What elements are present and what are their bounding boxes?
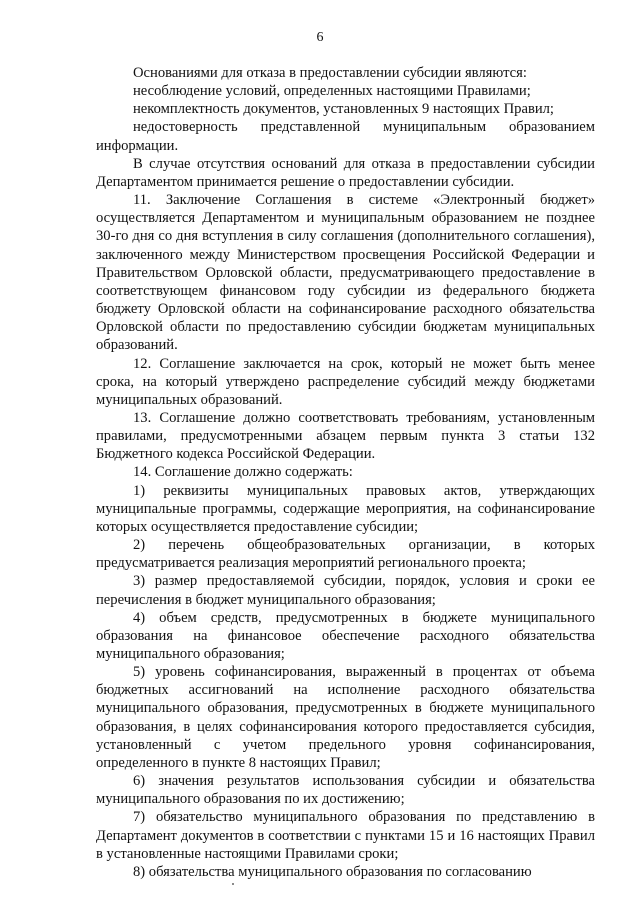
- paragraph: 2) перечень общеобразовательных организации, в которых предусматривается реализация мероприятий регионального проекта;: [96, 537, 595, 572]
- paragraph: 13. Соглашение должно соответствовать требованиям, установленным правилами, предусмотренными абзацем первым пункта 3 статьи 132 Бюджетного кодекса Российской Федерации.: [96, 409, 595, 463]
- paragraph: несоблюдение условий, определенных настоящими Правилами;: [133, 83, 531, 100]
- paragraph: 12. Соглашение заключается на срок, который не может быть менее срока, на который утверждено распределение субсидий между бюджетами муниципальных образований.: [96, 355, 595, 408]
- paragraph: 5) уровень софинансирования, выраженный в процентах от объема бюджетных ассигнований на исполнение расходного обязательства муниципального образования, предусмотренных в бюджете муниципального образования, в целях софинансирования которого предоставляется субсидия, установленный с учетом предельного уровня софинансирования, определенного в пункте 8 настоящих Правил;: [96, 664, 595, 771]
- paragraph: недостоверность представленной муниципальным образованием информации.: [96, 119, 595, 154]
- paragraph: 7) обязательство муниципального образования по представлению в Департамент документов в соответствии с пунктами 15 и 16 настоящих Правил в установленные настоящими Правилами сроки;: [96, 809, 595, 862]
- scan-speck: [232, 883, 234, 885]
- paragraph: Основаниями для отказа в предоставлении субсидии являются:: [133, 65, 527, 81]
- paragraph: 4) объем средств, предусмотренных в бюджете муниципального образования на финансовое обеспечение расходного обязательства муниципального образования;: [96, 609, 595, 662]
- paragraph: В случае отсутствия оснований для отказа в предоставлении субсидии Департаментом принимается решение о предоставлении субсидии.: [96, 155, 595, 190]
- paragraph: 6) значения результатов использования субсидии и обязательства муниципального образования по их достижению;: [96, 773, 595, 808]
- paragraph: 8) обязательства муниципального образования по согласованию: [133, 863, 532, 880]
- paragraph: 11. Заключение Соглашения в системе «Электронный бюджет» осуществляется Департаментом и муниципальным образованием не позднее 30-го дня со дня вступления в силу соглашения (дополнительного соглашения), заключенного между Министерством просвещения Российской Федерации и Правительством Орловской области, предусматривающего предоставление в соответствующем финансовом году субсидии из федерального бюджета бюджету Орловской области на софинансирование расходного обязательства Орловской области по предоставлению субсидии бюджетам муниципальных образований.: [96, 192, 595, 354]
- document-body: [96, 64, 595, 881]
- paragraph: 1) реквизиты муниципальных правовых актов, утверждающих муниципальные программы, содержащие мероприятия, на софинансирование которых осуществляется предоставление субсидии;: [96, 482, 595, 535]
- paragraph: некомплектность документов, установленных 9 настоящих Правил;: [133, 101, 554, 118]
- page-number: 6: [316, 30, 324, 45]
- paragraph: 14. Соглашение должно содержать:: [133, 464, 353, 481]
- paragraph: 3) размер предоставляемой субсидии, порядок, условия и сроки ее перечисления в бюджет муниципального образования;: [96, 573, 595, 608]
